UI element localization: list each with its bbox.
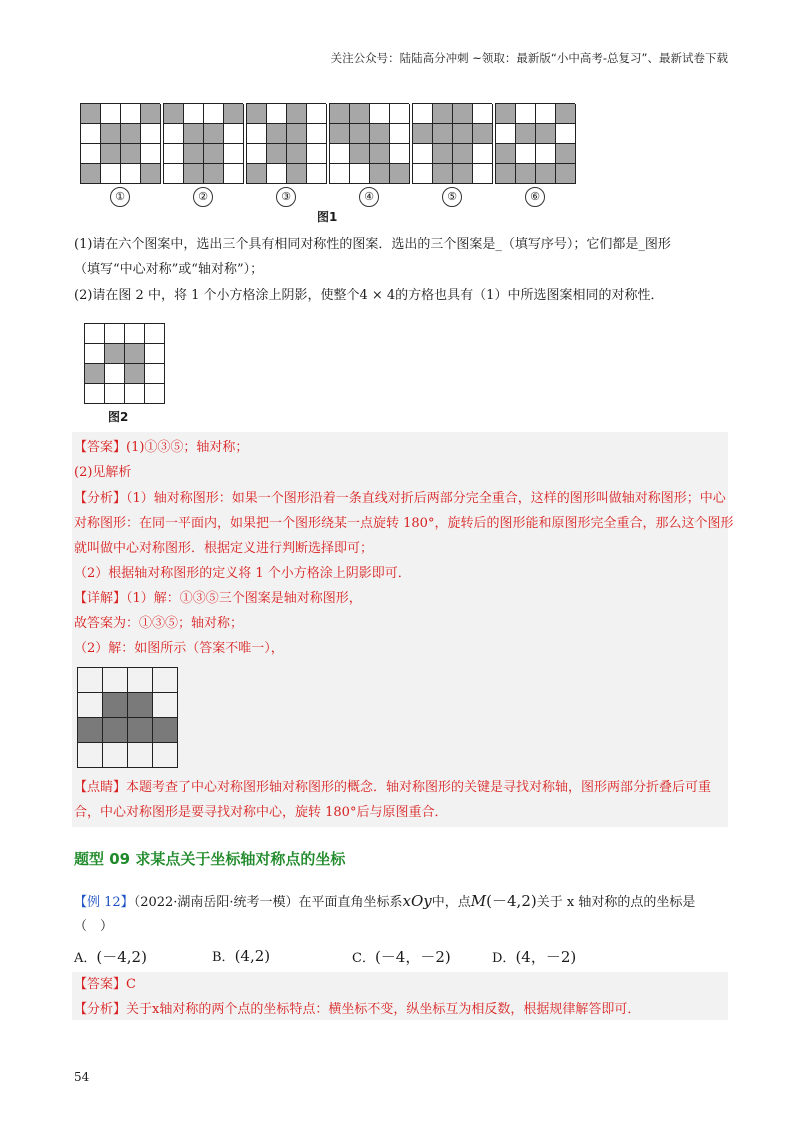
solution-cell	[153, 693, 178, 718]
answer-line-1	[74, 436, 734, 460]
answer-text-1: (1)①③⑤；轴对称；	[126, 440, 249, 455]
pattern-cell	[413, 124, 433, 144]
pattern-cell	[496, 144, 516, 164]
figure-2-cell	[105, 384, 125, 404]
pattern-cell	[330, 104, 350, 124]
pattern-cell	[307, 164, 327, 184]
pattern-cell	[287, 104, 307, 124]
answer-line-2: (2)见解析	[74, 465, 132, 480]
pattern-cell	[556, 104, 576, 124]
pattern-label: ④	[359, 187, 379, 207]
solution-cell	[103, 693, 128, 718]
detail-tag: 【详解】	[74, 591, 127, 606]
pattern-cell	[121, 164, 141, 184]
pattern-cell	[370, 124, 390, 144]
pattern-cell	[101, 124, 121, 144]
pattern-label: ①	[110, 187, 130, 207]
pattern-label: ⑤	[442, 187, 462, 207]
pattern-cell	[473, 104, 493, 124]
solution-cell	[128, 668, 153, 693]
figure-2-cell	[145, 344, 165, 364]
pattern-cell	[390, 164, 410, 184]
pattern-cell	[350, 104, 370, 124]
pattern-cell	[121, 144, 141, 164]
figure-2-cell	[85, 364, 105, 384]
pattern-cell	[307, 104, 327, 124]
detail-line-2: 故答案为：①③⑤；轴对称；	[74, 616, 244, 631]
example-answer-tag: 【答案】	[74, 977, 127, 992]
pattern-cell	[184, 124, 204, 144]
option-c-key: C．	[352, 951, 375, 966]
solution-cell	[103, 718, 128, 743]
figure-2-cell	[85, 324, 105, 344]
pattern-cell	[536, 144, 556, 164]
pattern-cell	[247, 164, 267, 184]
option-d-key: D．	[492, 951, 516, 966]
solution-cell	[128, 693, 153, 718]
figure-2-cell	[145, 384, 165, 404]
pattern-label: ③	[276, 187, 296, 207]
pattern-cell	[330, 144, 350, 164]
pattern-cell	[141, 144, 161, 164]
solution-cell	[78, 718, 103, 743]
pattern-cell	[370, 144, 390, 164]
example-tail: 关于 x 轴对称的点的坐标是	[536, 895, 696, 910]
option-b-key: B．	[212, 950, 235, 965]
pattern-cell	[330, 124, 350, 144]
solution-grid	[77, 667, 178, 768]
pattern-cell	[81, 104, 101, 124]
solution-cell	[153, 718, 178, 743]
pattern-cell	[496, 164, 516, 184]
pattern-cell	[413, 144, 433, 164]
analysis-tag: 【分析】	[74, 491, 127, 506]
pattern-cell	[433, 164, 453, 184]
figure-2-cell	[125, 384, 145, 404]
pattern-cell	[164, 104, 184, 124]
pattern-cell	[141, 164, 161, 184]
pattern-cell	[247, 104, 267, 124]
pattern-cell	[164, 144, 184, 164]
figure-2-caption: 图2	[108, 410, 129, 424]
pattern-cell	[81, 124, 101, 144]
pattern-cell	[267, 104, 287, 124]
pattern-cell	[556, 124, 576, 144]
pattern-cell	[413, 104, 433, 124]
figure-2-cell	[125, 364, 145, 384]
pattern-cell	[287, 144, 307, 164]
option-a-key: A．	[74, 951, 97, 966]
example-12-stem	[74, 889, 734, 915]
example-label: 【例 12】	[74, 895, 134, 910]
pattern-cell	[350, 144, 370, 164]
options-row	[74, 946, 734, 970]
pattern-cell	[247, 144, 267, 164]
comment-text: 本题考查了中心对称图形轴对称图形的概念．轴对称图形的关键是寻找对称轴，图形两部分折叠后可重合，中心对称图形是要寻找对称中心，旋转 180°后与原图重合．	[74, 780, 712, 820]
figure-2-cell	[125, 324, 145, 344]
answer-tag: 【答案】	[74, 440, 127, 455]
pattern-cell	[204, 104, 224, 124]
option-a-value: (－4,2)	[96, 948, 147, 966]
question-1-line-2: （填写“中心对称”或“轴对称”）；	[74, 262, 264, 277]
figure-2-cell	[145, 324, 165, 344]
section-title: 题型 09 求某点关于坐标轴对称点的坐标	[74, 850, 346, 868]
pattern-cell	[496, 124, 516, 144]
pattern-cell	[453, 104, 473, 124]
option-c-value: (－4，－2)	[374, 948, 451, 966]
analysis-paragraph	[74, 486, 734, 561]
pattern-cell	[516, 104, 536, 124]
pattern-cell	[164, 164, 184, 184]
page-header: 关注公众号：陆陆高分冲刺 ~领取：最新版“小中高考-总复习”、最新试卷下载	[330, 51, 728, 65]
pattern-cell	[433, 104, 453, 124]
figure-2-cell	[125, 344, 145, 364]
pattern-cell	[556, 164, 576, 184]
pattern-cell	[453, 144, 473, 164]
example-analysis-text: 关于x轴对称的两个点的坐标特点：横坐标不变，纵坐标互为相反数，根据规律解答即可．	[126, 1002, 641, 1017]
pattern-cell	[433, 144, 453, 164]
option-a	[74, 946, 147, 967]
figure-2-cell	[105, 324, 125, 344]
pattern-cell	[121, 124, 141, 144]
pattern-cell	[516, 124, 536, 144]
pattern-cell	[473, 124, 493, 144]
figure-2	[84, 323, 165, 404]
solution-cell	[103, 743, 128, 768]
pattern-cell	[141, 124, 161, 144]
solution-cell	[128, 718, 153, 743]
pattern-cell	[390, 124, 410, 144]
example-coord: (－4,2)	[486, 892, 537, 910]
pattern-cell	[267, 144, 287, 164]
page-number: 54	[74, 1070, 90, 1084]
pattern-cell	[307, 144, 327, 164]
analysis-line-2: （2）根据轴对称图形的定义将 1 个小方格涂上阴影即可．	[74, 566, 411, 581]
solution-cell	[78, 693, 103, 718]
pattern-cell	[453, 124, 473, 144]
figure-2-cell	[105, 344, 125, 364]
solution-cell	[153, 668, 178, 693]
pattern-cell	[330, 164, 350, 184]
pattern-cell	[141, 104, 161, 124]
question-1-line-1: (1)请在六个图案中，选出三个具有相同对称性的图案．选出的三个图案是_（填写序号）；它们都是_图形	[74, 237, 671, 252]
pattern-cell	[307, 124, 327, 144]
figure-2-cell	[85, 384, 105, 404]
pattern-cell	[536, 164, 556, 184]
pattern-cell	[204, 164, 224, 184]
pattern-cell	[267, 164, 287, 184]
pattern-cell	[370, 164, 390, 184]
example-var: xOy	[402, 892, 432, 910]
pattern-cell	[287, 164, 307, 184]
pattern-cell	[101, 104, 121, 124]
example-source: （2022·湖南岳阳·统考一模）在平面直角坐标系	[133, 895, 403, 910]
pattern-cell	[536, 104, 556, 124]
solution-cell	[153, 743, 178, 768]
figure-2-cell	[145, 364, 165, 384]
pattern-cell	[224, 124, 244, 144]
pattern-cell	[121, 104, 141, 124]
pattern-cell	[390, 144, 410, 164]
pattern-6	[495, 103, 575, 203]
solution-cell	[128, 743, 153, 768]
pattern-cell	[473, 144, 493, 164]
pattern-cell	[204, 124, 224, 144]
solution-cell	[78, 668, 103, 693]
pattern-label: ②	[193, 187, 213, 207]
figure-1-caption: 图1	[317, 210, 338, 224]
pattern-4	[329, 103, 409, 203]
pattern-cell	[516, 144, 536, 164]
option-d-value: (4，－2)	[515, 948, 577, 966]
solution-cell	[103, 668, 128, 693]
pattern-cell	[390, 104, 410, 124]
pattern-cell	[81, 144, 101, 164]
pattern-cell	[101, 164, 121, 184]
question-2-line: (2)请在图 2 中，将 1 个小方格涂上阴影，使整个4 × 4的方格也具有（1）中所选图案相同的对称性．	[74, 288, 664, 303]
pattern-cell	[453, 164, 473, 184]
analysis-text: （1）轴对称图形：如果一个图形沿着一条直线对折后两部分完全重合，这样的图形叫做轴对称图形；中心对称图形：在同一平面内，如果把一个图形绕某一点旋转 180°，旋转后的图形能和原图形完全重合，那么这个图形就叫做中心对称图形．根据定义进行判断选择即可；	[74, 491, 734, 556]
pattern-cell	[224, 144, 244, 164]
figure-2-cell	[85, 344, 105, 364]
pattern-cell	[184, 104, 204, 124]
pattern-cell	[473, 164, 493, 184]
comment-tag: 【点睛】	[74, 780, 127, 795]
pattern-cell	[536, 124, 556, 144]
pattern-cell	[247, 124, 267, 144]
example-analysis-tag: 【分析】	[74, 1002, 127, 1017]
pattern-label: ⑥	[525, 187, 545, 207]
example-point: M	[470, 892, 487, 910]
pattern-cell	[184, 144, 204, 164]
pattern-cell	[101, 144, 121, 164]
example-answer-value: C	[126, 977, 136, 992]
pattern-cell	[413, 164, 433, 184]
figure-2-cell	[105, 364, 125, 384]
comment-paragraph	[74, 775, 734, 825]
pattern-cell	[433, 124, 453, 144]
option-d	[492, 946, 576, 967]
pattern-2	[163, 103, 243, 203]
detail-line-1	[74, 587, 734, 611]
detail-line-3: （2）解：如图所示（答案不唯一），	[74, 641, 284, 656]
pattern-cell	[556, 144, 576, 164]
pattern-cell	[370, 104, 390, 124]
detail-text-1: （1）解：①③⑤三个图案是轴对称图形，	[126, 591, 362, 606]
pattern-cell	[224, 104, 244, 124]
example-answer	[74, 973, 734, 997]
pattern-cell	[81, 164, 101, 184]
pattern-1	[80, 103, 160, 203]
pattern-cell	[516, 164, 536, 184]
example-mid: 中，点	[431, 895, 471, 910]
pattern-cell	[350, 164, 370, 184]
pattern-cell	[204, 144, 224, 164]
option-c	[352, 946, 451, 967]
pattern-cell	[496, 104, 516, 124]
example-paren: （ ）	[74, 919, 114, 934]
option-b-value: (4,2)	[234, 947, 271, 965]
pattern-cell	[224, 164, 244, 184]
pattern-5	[412, 103, 492, 203]
pattern-cell	[287, 124, 307, 144]
pattern-cell	[184, 164, 204, 184]
pattern-cell	[267, 124, 287, 144]
option-b	[212, 946, 270, 965]
example-analysis	[74, 998, 734, 1022]
solution-cell	[78, 743, 103, 768]
pattern-3	[246, 103, 326, 203]
pattern-cell	[350, 124, 370, 144]
pattern-cell	[164, 124, 184, 144]
